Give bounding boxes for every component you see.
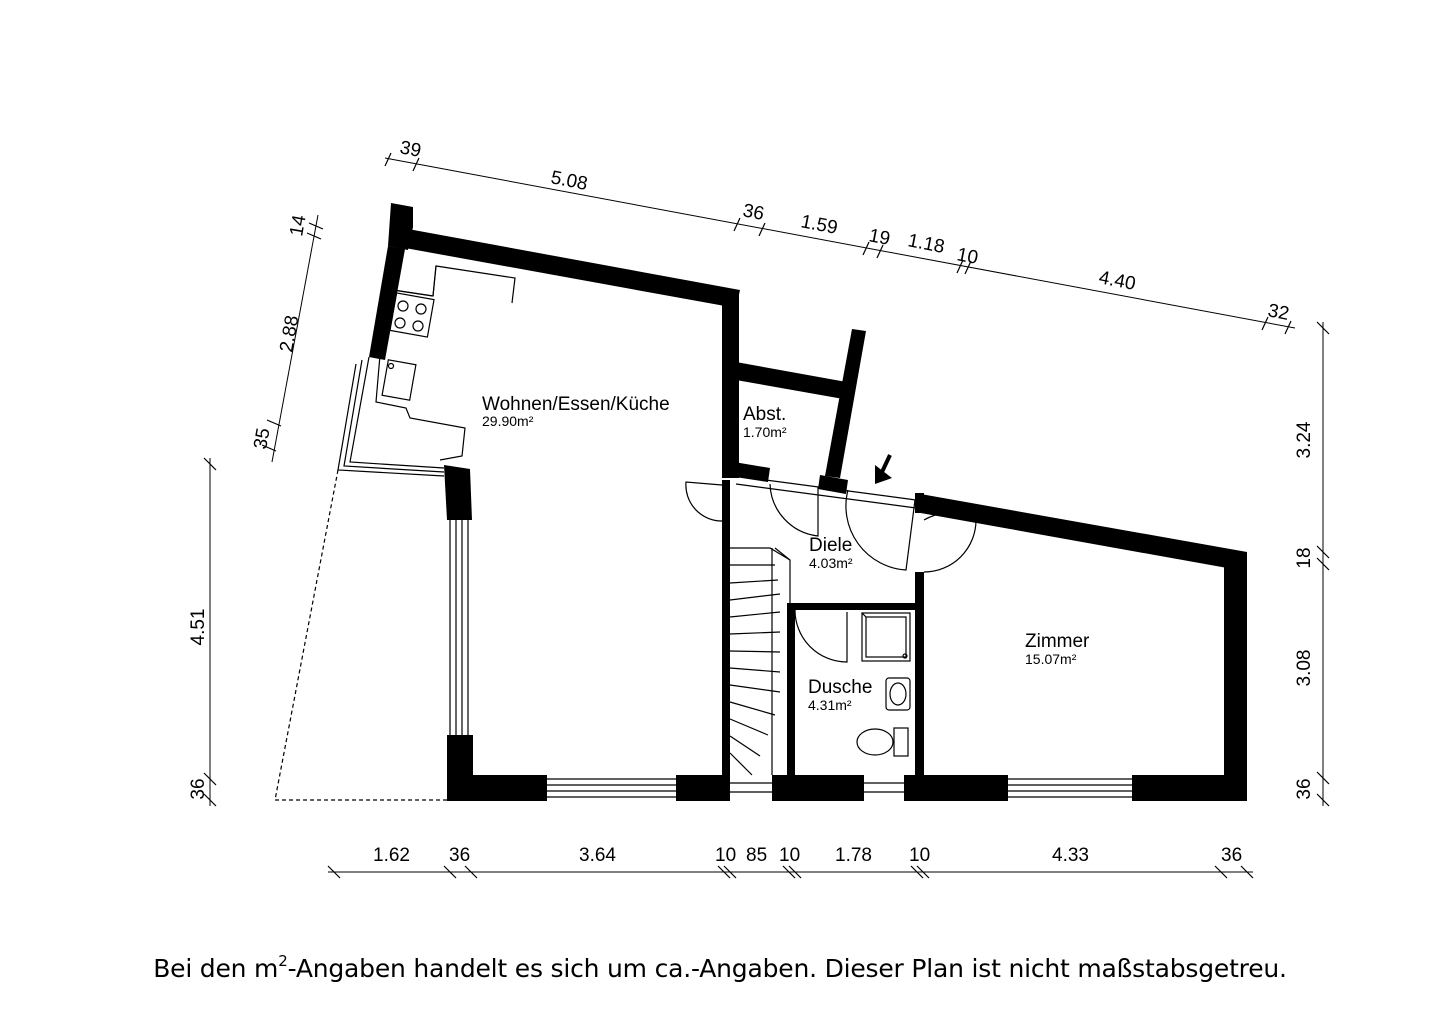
dim-left-label: 4.51 xyxy=(188,608,209,646)
wall-storage-bottom-2 xyxy=(818,475,848,494)
dim-top-label: 1.59 xyxy=(799,211,840,239)
room-living-name: Wohnen/Essen/Küche xyxy=(482,394,670,415)
dim-right xyxy=(1294,421,1315,799)
wall-living-hall xyxy=(722,480,730,800)
dim-top-label: 19 xyxy=(867,225,892,250)
dimension-lines xyxy=(210,158,1323,872)
dim-bottom-label: 10 xyxy=(715,845,737,866)
wall-bottom-1 xyxy=(447,775,547,801)
room-storage-name: Abst. xyxy=(743,404,787,425)
wall-bottom-3 xyxy=(772,775,864,801)
wall-shower-top xyxy=(787,603,917,610)
wall-storage-right xyxy=(825,329,866,478)
wall-room-top xyxy=(915,493,1247,571)
dim-bottom xyxy=(373,845,1242,866)
room-zimmer-area: 15.07m² xyxy=(1025,651,1077,667)
dimension-ticks xyxy=(204,153,1329,878)
caption-superscript: 2 xyxy=(278,952,288,970)
dim-top-label: 1.18 xyxy=(906,230,947,258)
room-hall-area: 4.03m² xyxy=(809,555,853,571)
wall-bottom-4 xyxy=(904,775,1008,801)
dim-right-label: 36 xyxy=(1294,778,1315,800)
dim-right-label: 3.08 xyxy=(1294,649,1315,687)
wall-hall-room xyxy=(915,572,924,777)
room-living-area: 29.90m² xyxy=(482,413,534,429)
dim-diag-label: 14 xyxy=(286,213,311,238)
dim-right-label: 18 xyxy=(1294,547,1315,569)
dim-bottom-label: 4.33 xyxy=(1052,845,1089,866)
wall-bottom-2 xyxy=(676,775,730,801)
dim-bottom-label: 1.78 xyxy=(835,845,872,866)
wall-living-storage xyxy=(722,293,739,478)
dim-top xyxy=(398,137,1291,325)
dim-top-label: 5.08 xyxy=(549,167,590,195)
dim-left xyxy=(188,609,209,800)
dim-diag-label: 2.88 xyxy=(276,313,304,354)
dim-bottom-label: 36 xyxy=(449,845,471,866)
dim-top-label: 36 xyxy=(741,200,766,225)
dim-left-label: 36 xyxy=(188,778,209,800)
dim-diag-label: 35 xyxy=(250,426,275,451)
room-storage-area: 1.70m² xyxy=(743,424,787,440)
wall-shower-left xyxy=(787,603,795,778)
dim-bottom-label: 10 xyxy=(779,845,801,866)
wall-hall-room-top xyxy=(915,493,924,513)
room-shower-area: 4.31m² xyxy=(808,697,852,713)
dim-bottom-label: 36 xyxy=(1221,845,1243,866)
caption-part-2: -Angaben handelt es sich um ca.-Angaben. Dieser Plan ist nicht maßstabsgetreu. xyxy=(287,954,1287,983)
dim-top-label: 39 xyxy=(398,137,423,162)
dim-top-label: 32 xyxy=(1266,300,1291,325)
wall-storage-top xyxy=(736,362,852,400)
dim-bottom-label: 10 xyxy=(909,845,931,866)
room-shower-name: Dusche xyxy=(808,677,873,698)
dim-bottom-label: 3.64 xyxy=(579,845,616,866)
dim-bottom-label: 1.62 xyxy=(373,845,410,866)
watermark: www.grundriss.com xyxy=(1230,654,1247,797)
room-hall-name: Diele xyxy=(809,535,853,556)
wall-west-pillar xyxy=(444,465,472,520)
dim-bottom-label: 85 xyxy=(746,845,768,866)
dim-top-label: 10 xyxy=(955,244,980,269)
dim-top-label: 4.40 xyxy=(1097,267,1138,295)
disclaimer-caption xyxy=(0,952,1440,983)
room-zimmer-name: Zimmer xyxy=(1025,631,1090,652)
entrance-arrow-icon xyxy=(875,455,892,484)
dim-right-label: 3.24 xyxy=(1294,421,1315,459)
caption-part-1: Bei den m xyxy=(153,954,279,983)
wall-storage-bottom xyxy=(722,460,770,482)
